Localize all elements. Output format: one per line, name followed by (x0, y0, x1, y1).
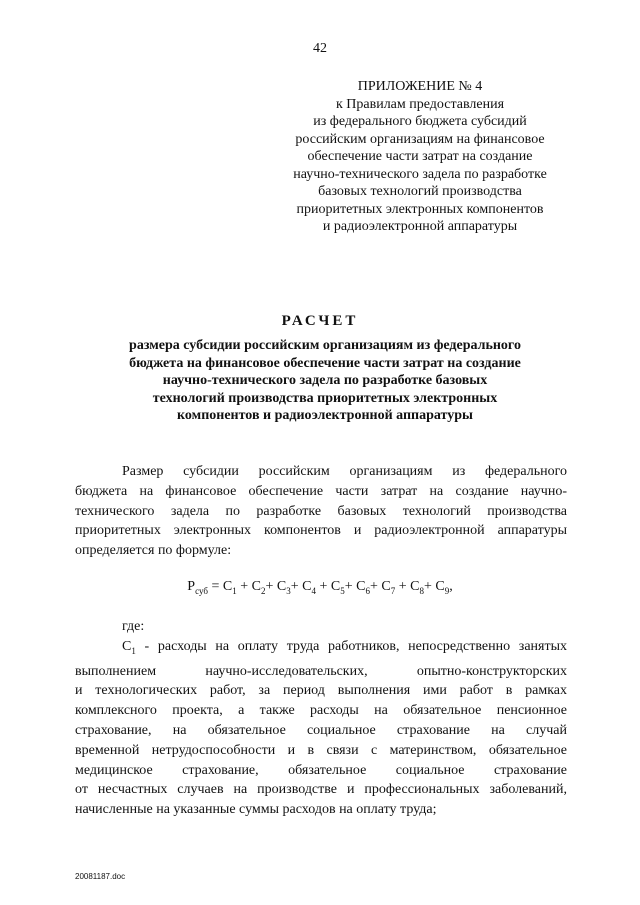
paragraph-line (75, 637, 567, 662)
subtitle-line: бюджета на финансовое обеспечение части затрат на создание (129, 355, 521, 371)
appendix-line: научно-технического задела по разработке (293, 166, 547, 182)
subtitle-line: размера субсидии российским организациям из федерального (129, 338, 521, 353)
formula-term: $C_6+$ (356, 579, 382, 596)
subtitle-line: научно-технического задела по разработке базовых (162, 373, 488, 388)
where-label: где: (122, 619, 145, 634)
paragraph-line: и технологических работ, за период выполнения ими работ в рамках (75, 683, 567, 699)
appendix-header (270, 78, 570, 236)
c1-subscript: 1 (131, 645, 136, 656)
appendix-line: из федерального бюджета субсидий (313, 114, 527, 129)
appendix-line: приоритетных электронных компонентов (296, 201, 544, 217)
paragraph-line: начисленные на указанные суммы расходов на оплату труда; (75, 802, 437, 818)
paragraph-line: Размер субсидии российским организациям из федерального (122, 464, 567, 479)
page-number: 42 (313, 41, 327, 56)
c1-first-line-text: - расходы на оплату труда работников, непосредственно занятых (135, 639, 567, 654)
appendix-line: базовых технологий производства (318, 184, 522, 199)
paragraph-line: технического задела по разработке базовых технологий производства (75, 503, 567, 519)
subsidy-formula (0, 579, 640, 596)
formula-term: $C_8+$ (410, 579, 436, 596)
footer-file-name: 20081187.doc (75, 872, 126, 881)
formula-term: $C_9$, (435, 579, 453, 596)
paragraph-line: выполнением научно-исследовательских, опытно-конструкторских (75, 663, 567, 679)
appendix-title: ПРИЛОЖЕНИЕ № 4 (357, 79, 483, 94)
calculation-title: РАСЧЕТ (281, 313, 359, 329)
paragraph-line: приоритетных электронных компонентов и радиоэлектронной аппаратуры (75, 523, 567, 539)
paragraph-line: медицинское страхование, обязательное социальное страхование (75, 762, 567, 778)
paragraph-line: от несчастных случаев на производстве и профессиональных заболеваний, (75, 782, 567, 798)
c1-symbol: C (122, 639, 132, 654)
paragraph-line: бюджета на финансовое обеспечение части затрат на создание научно- (75, 483, 567, 499)
formula-term: $C_1$ + (222, 579, 252, 596)
subtitle-line: компонентов и радиоэлектронной аппаратуры (177, 408, 473, 423)
formula-lhs: P (187, 579, 196, 594)
appendix-line: к Правилам предоставления (335, 96, 505, 112)
subtitle-line: технологий производства приоритетных электронных (152, 390, 498, 406)
appendix-line: и радиоэлектронной аппаратуры (322, 219, 518, 234)
formula-term: $C_7$ + (381, 579, 411, 596)
formula-lhs-subscript: суб (195, 585, 208, 596)
formula-term: $C_4$ + (302, 579, 331, 596)
formula-term: $C_3+$ (276, 579, 303, 596)
intro-paragraph (75, 462, 567, 561)
appendix-line: российским организациям на финансовое (295, 131, 545, 147)
paragraph-line: комплексного проекта, а также расходы на обязательное пенсионное (75, 703, 567, 719)
c1-definition-paragraph (75, 637, 567, 820)
paragraph-line: страхование, на обязательное социальное страхование на случай (75, 722, 567, 738)
paragraph-line: определяется по формуле: (75, 543, 232, 559)
appendix-line: обеспечение части затрат на создание (307, 149, 533, 164)
formula-term: $C_5+$ (330, 579, 357, 596)
calculation-subtitle (110, 337, 540, 425)
formula-term: $C_2+$ (251, 579, 277, 596)
paragraph-line: временной нетрудоспособности и в связи с материнством, обязательное (75, 742, 567, 758)
formula-equals: = (207, 579, 223, 594)
